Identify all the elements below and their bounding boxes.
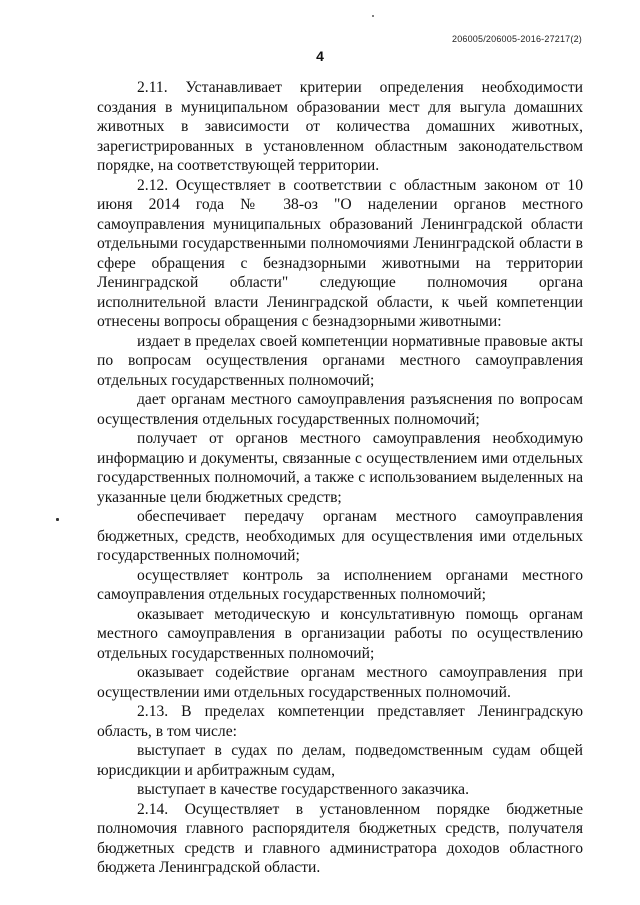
list-item-control: осуществляет контроль за исполнением органами местного самоуправления отдельных государственных полномочий;	[97, 566, 583, 603]
paragraph-2-14: 2.14. Осуществляет в установленном порядке бюджетные полномочия главного распорядителя бюджетных средств, получателя бюджетных средств и главного администратора доходов областного бюджета Ленинградской области.	[97, 800, 583, 876]
document-body	[97, 78, 583, 878]
list-item-transfers-funds: обеспечивает передачу органам местного самоуправления бюджетных, средств, необходимых для осуществления ими отдельных государственных полномочий;	[97, 508, 583, 564]
list-item-customer: выступает в качестве государственного заказчика.	[137, 781, 469, 798]
paragraph-2-13: 2.13. В пределах компетенции представляет Ленинградскую область, в том числе:	[97, 703, 583, 740]
list-item-assistance: оказывает содействие органам местного самоуправления при осуществлении ими отдельных государственных полномочий.	[97, 664, 583, 701]
list-item-explanations: дает органам местного самоуправления разъяснения по вопросам осуществления отдельных государственных полномочий;	[97, 391, 583, 428]
page-number: 4	[316, 48, 324, 64]
scan-speck	[56, 518, 59, 521]
paragraph-2-12: 2.12. Осуществляет в соответствии с областным законом от 10 июня 2014 года № 38-оз "О наделении органов местного самоуправления муниципальных образований Ленинградской области отдельными государственными полномочиями Ленинградской области в сфере обращения с безнадзорными животными на территории Ленинградской области" следующие полномочия органа исполнительной власти Ленинградской области, к чьей компетенции отнесены вопросы обращения с безнадзорными животными:	[97, 176, 583, 330]
list-item-courts: выступает в судах по делам, подведомственным судам общей юрисдикции и арбитражным судам,	[97, 742, 583, 779]
paragraph-2-11: 2.11. Устанавливает критерии определения необходимости создания в муниципальном образовании мест для выгула домашних животных в зависимости от количества домашних животных, зарегистрированных в установленном областным законодательством порядке, на соответствующей территории.	[97, 79, 583, 174]
list-item-methodical-help: оказывает методическую и консультативную помощь органам местного самоуправления в организации работы по осуществлению отдельных государственных полномочий;	[97, 605, 583, 662]
list-item-issues-acts: издает в пределах своей компетенции нормативные правовые акты по вопросам осуществления органами местного самоуправления отдельных государственных полномочий;	[97, 332, 583, 389]
list-item-receives-info: получает от органов местного самоуправления необходимую информацию и документы, связанные с осуществлением ими отдельных государственных полномочий, а также с использованием выделенных на указанные цели бюджетных средств;	[97, 430, 583, 506]
scan-speck	[372, 15, 374, 17]
document-reference: 206005/206005-2016-27217(2)	[451, 34, 582, 44]
